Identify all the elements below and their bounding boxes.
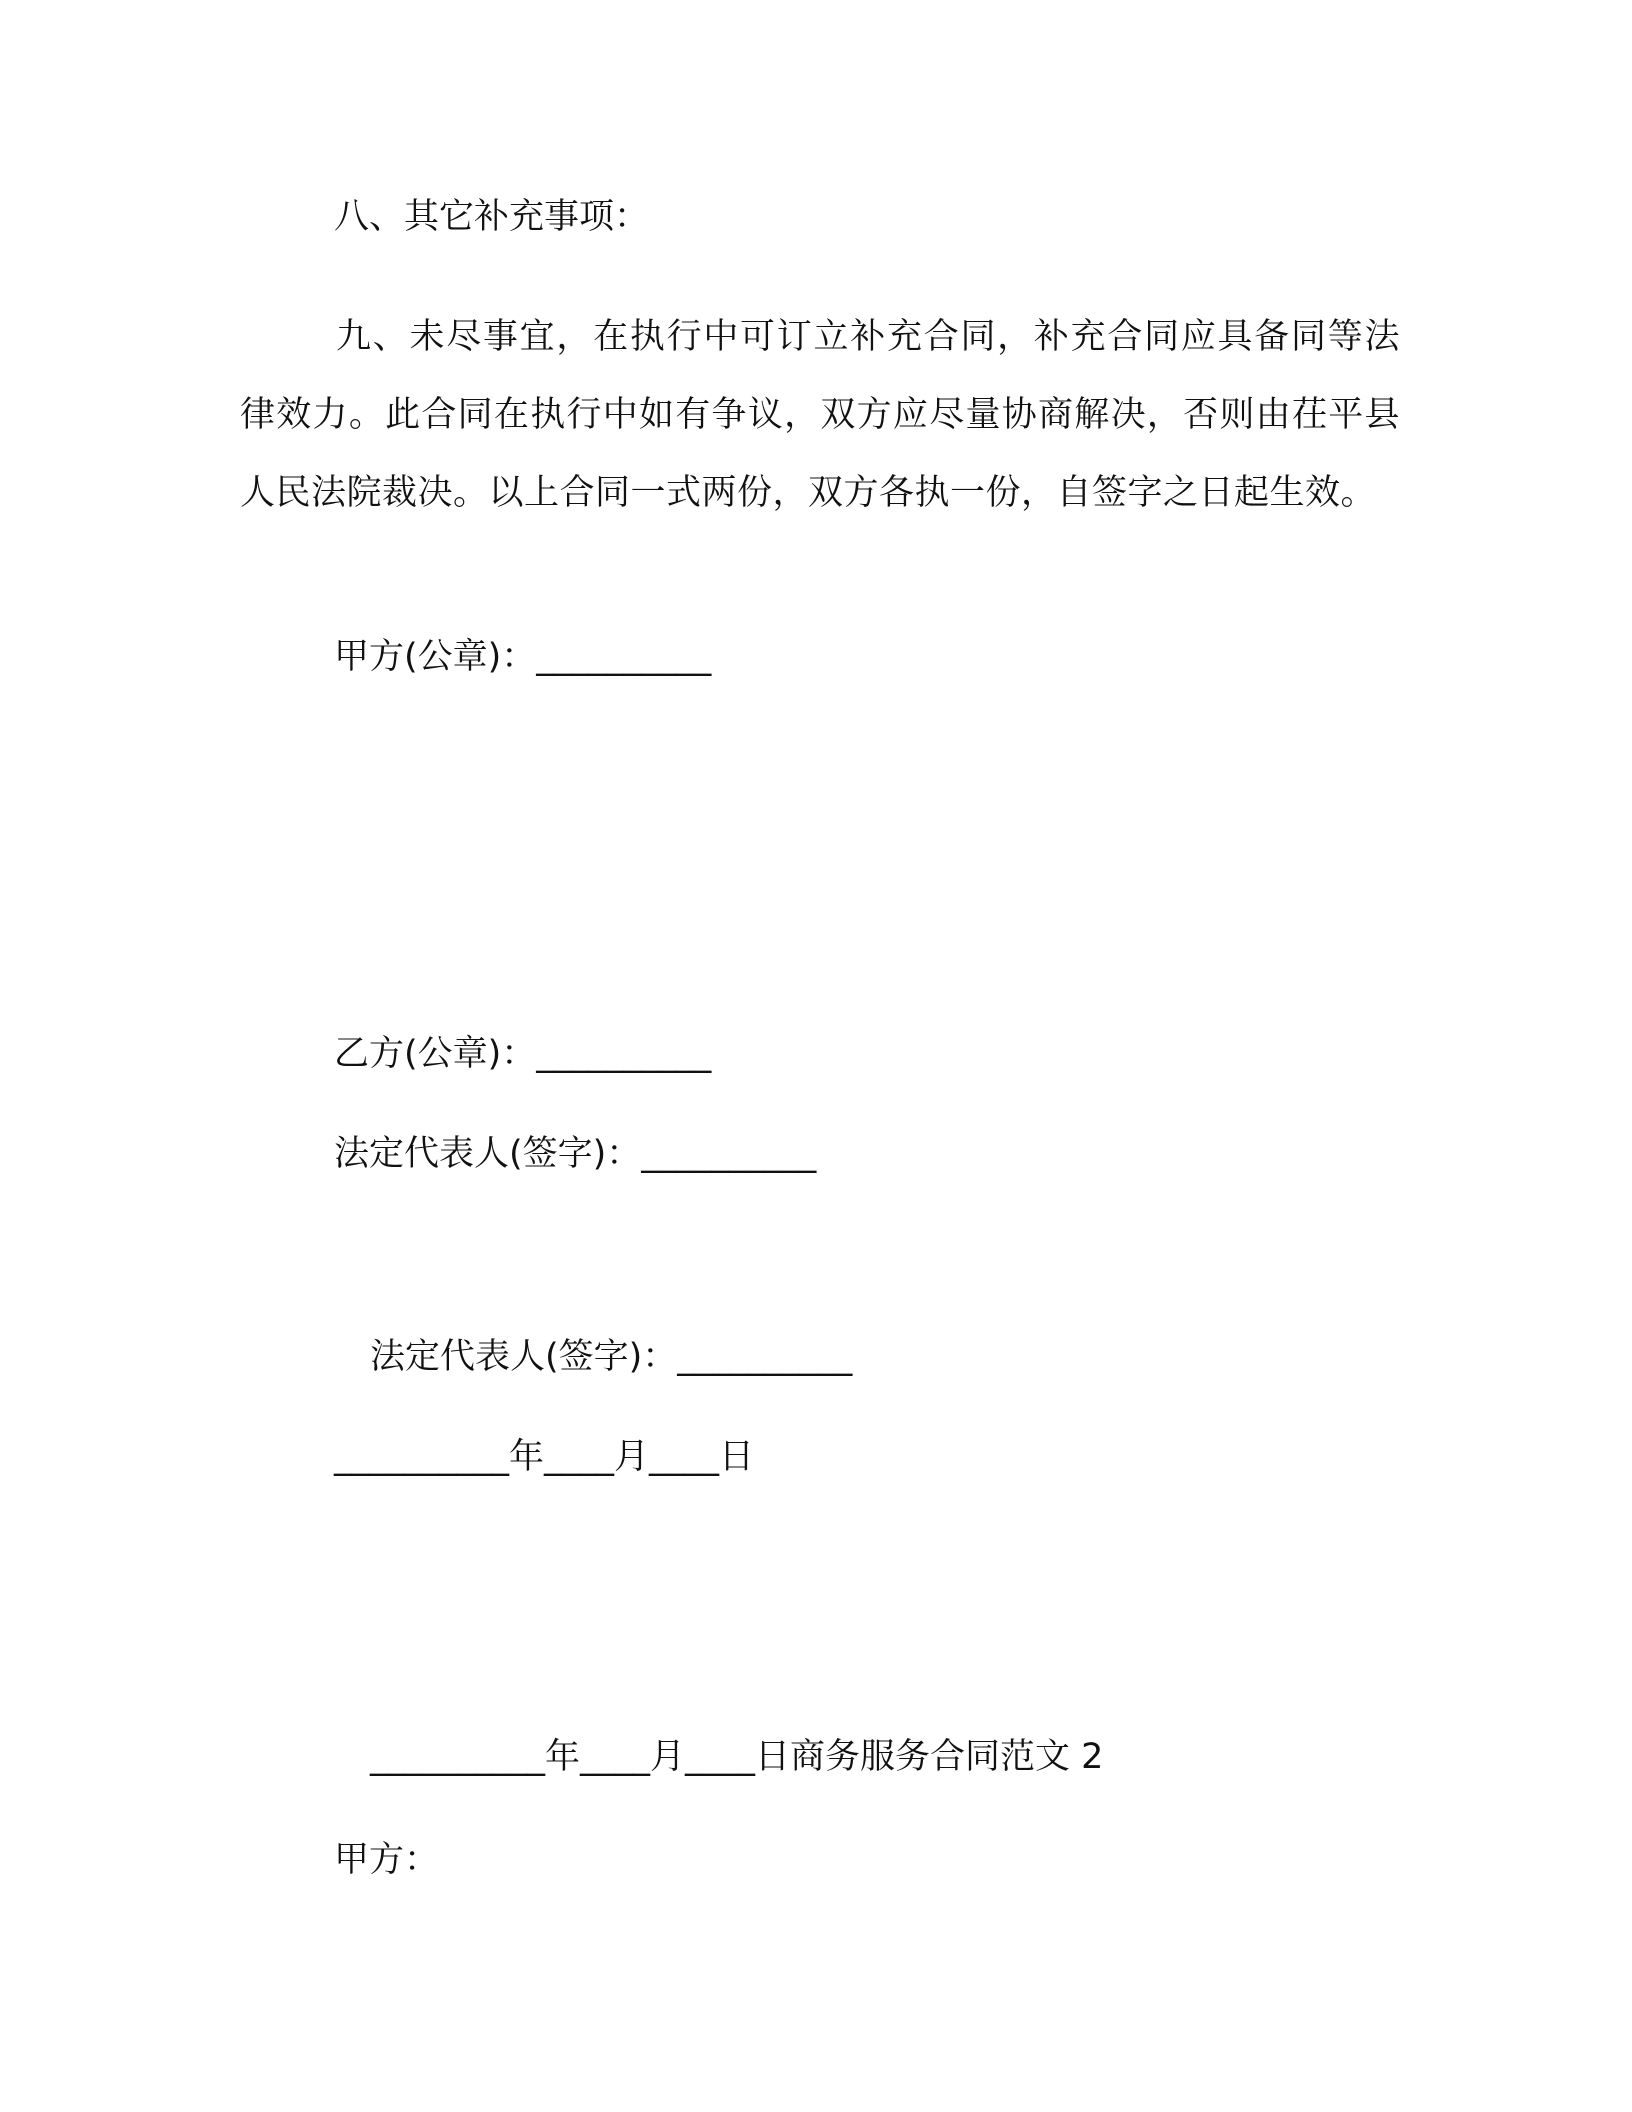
legal-representative-signature-line: 法定代表人(签字)：__________ [334, 1134, 817, 1174]
clause-8-heading: 八、其它补充事项： [334, 197, 650, 237]
legal-representative-signature-line-2: 法定代表人(签字)：__________ [370, 1337, 853, 1377]
date-line: __________年____月____日 [334, 1437, 755, 1477]
party-a-label: 甲方： [334, 1840, 440, 1880]
party-a-seal-line: 甲方(公章)：__________ [334, 637, 712, 677]
party-b-seal-line: 乙方(公章)：__________ [334, 1034, 712, 1074]
clause-9-paragraph: 九、未尽事宜，在执行中可订立补充合同，补充合同应具备同等法律效力。此合同在执行中如有争议，双方应尽量协商解决，否则由茌平县人民法院裁决。以上合同一式两份，双方各执一份，自签字之日起生效。 [240, 317, 1400, 513]
contract-title-date-line: __________年____月____日商务服务合同范文 2 [370, 1737, 1104, 1777]
